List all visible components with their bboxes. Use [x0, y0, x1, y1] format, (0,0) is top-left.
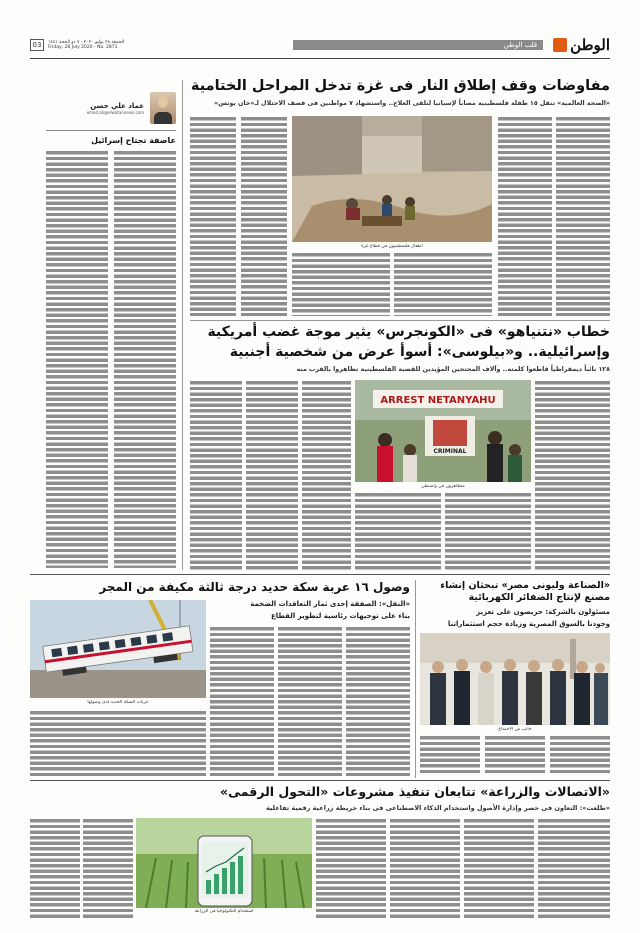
- story1-bottom-rule: [190, 320, 610, 321]
- masthead: [30, 34, 610, 56]
- story5-text-3: [316, 818, 386, 918]
- date-arabic: الجمعة ٢٨ يوليو ٢٠٢٠ - ٧ ذو الحجة ١٤٤١: [48, 40, 125, 45]
- story5-caption: استخدام التكنولوجيا فى الزراعة: [194, 909, 254, 914]
- story1-photo: [292, 116, 492, 242]
- mid-rule: [30, 574, 610, 575]
- story4-caption: عربات السكة الحديد لدى وصولها: [87, 700, 149, 705]
- date-english: Friday, 28 July 2020 - No. 2871: [48, 45, 118, 50]
- story3-text-2: [485, 735, 545, 775]
- protest-image: [355, 380, 531, 482]
- masthead-rule: [30, 58, 610, 59]
- story2-caption: متظاهرون في واشنطن: [421, 484, 465, 489]
- agritech-image: [136, 818, 312, 908]
- column-rule: [46, 130, 176, 131]
- story3-divider: [415, 580, 416, 778]
- story5-text-5: [464, 818, 534, 918]
- author-info: [87, 102, 144, 115]
- story5-photo: [136, 818, 312, 908]
- story2-headline-line2: وإسرائيلية.. و«بيلوسى»: أسوأ عرض من شخصية أجنبية: [229, 344, 610, 360]
- story2-text-2: [190, 380, 242, 570]
- section-banner: قلب الوطن: [293, 40, 543, 50]
- page-number: 03: [30, 39, 44, 51]
- story1-text-1: [190, 116, 236, 316]
- story1-text-5: [292, 252, 390, 316]
- columnist-box: [46, 88, 176, 128]
- story3-text-1: [420, 735, 480, 775]
- protest-placard-text: CRIMINAL: [433, 448, 467, 455]
- story4-subhead-line1: «النقل»: الصفقة إحدى ثمار التعاقدات الضخمة: [250, 600, 410, 608]
- author-photo: [150, 92, 176, 124]
- story3-headline: «الصناعة وليونى مصر» تبحثان إنشاء مصنع لإنتاج الضفائر الكهربائية: [440, 580, 610, 603]
- story4-headline: وصول ١٦ عربة سكة حديد درجة ثالثة مكيفة من المجر: [99, 580, 410, 594]
- protest-banner-text: ARREST NETANYAHU: [380, 395, 496, 406]
- column-text-2: [114, 150, 176, 568]
- meeting-image: [420, 633, 610, 725]
- author-name: عماد علي حسن: [90, 101, 144, 110]
- column-divider: [182, 80, 183, 570]
- story2-headline-line1: خطاب «نتنياهو» فى «الكونجرس» يثير موجة غضب أمريكية: [207, 324, 610, 340]
- story2-text-3: [246, 380, 298, 570]
- story1-text-2: [241, 116, 287, 316]
- story3-subhead-line2: وجودنا بالسوق المصرية وزيادة حجم استثماراتنا: [447, 620, 610, 628]
- story5-text-2: [83, 818, 133, 918]
- story4-text-3: [346, 626, 410, 776]
- story3-photo: [420, 633, 610, 725]
- column-text-1: [46, 150, 108, 568]
- story5-headline: «الاتصالات والزراعة» تتابعان تنفيذ مشروعات «التحول الرقمى»: [220, 784, 610, 799]
- story2-photo: [355, 380, 531, 482]
- story4-text-2: [278, 626, 342, 776]
- story4-text-4: [30, 710, 206, 776]
- story2-text-1: [535, 380, 610, 570]
- story1-headline: مفاوضات وقف إطلاق النار فى غزة تدخل المراحل الختامية: [190, 78, 610, 94]
- story3-text-3: [550, 735, 610, 775]
- story1-caption: أطفال فلسطينيون في قطاع غزة: [361, 244, 423, 249]
- logo-text: الوطن: [570, 36, 610, 54]
- author-email: emad.ali@elwatannews.com: [86, 109, 144, 115]
- story1-text-6: [394, 252, 492, 316]
- gaza-street-image: [292, 116, 492, 242]
- newspaper-logo: [553, 36, 610, 54]
- story1-subhead: «الصحة العالمية» تنقل ١٥ طفلة فلسطينية مصاباً لإسبانيا لتلقى العلاج.. واستشهاد ٧ مواطنين فى قصف الاحتلال لـ«خان يونس»: [214, 100, 610, 107]
- story3-subhead-line1: مسئولون بالشركة: حريصون على تعزيز: [476, 608, 610, 616]
- story4-subhead-line2: بناء على توجيهات رئاسية لتطوير القطاع: [270, 612, 410, 620]
- story2-text-6: [445, 492, 531, 570]
- story5-text-1: [30, 818, 80, 918]
- logo-mark-icon: [553, 38, 567, 52]
- story1-text-4: [556, 116, 610, 316]
- story5-text-6: [538, 818, 610, 918]
- story2-text-4: [302, 380, 351, 570]
- column-title: عاصفة تجتاح إسرائيل: [91, 136, 176, 145]
- story2-text-5: [355, 492, 441, 570]
- story3-caption: جانب من الاجتماع: [498, 727, 532, 732]
- story4-text-1: [210, 626, 274, 776]
- story4-photo: [30, 600, 206, 698]
- train-car-image: [30, 600, 206, 698]
- date-lines: [48, 40, 124, 50]
- story1-text-3: [498, 116, 552, 316]
- story5-text-4: [390, 818, 460, 918]
- lower-rule: [30, 780, 610, 781]
- story5-subhead: «طلعت»: التعاون فى حصر وإدارة الأصول واستخدام الذكاء الاصطناعى فى بناء خريطة زراعية رقمية تفاعلية: [265, 804, 610, 812]
- date-box: [30, 39, 124, 51]
- story2-subhead: ١٢٨ نائباً ديمقراطياً قاطعوا كلمته.. وآلاف المحتجين المؤيدين للقضية الفلسطينية تظاهروا بالقرب منه: [296, 366, 610, 373]
